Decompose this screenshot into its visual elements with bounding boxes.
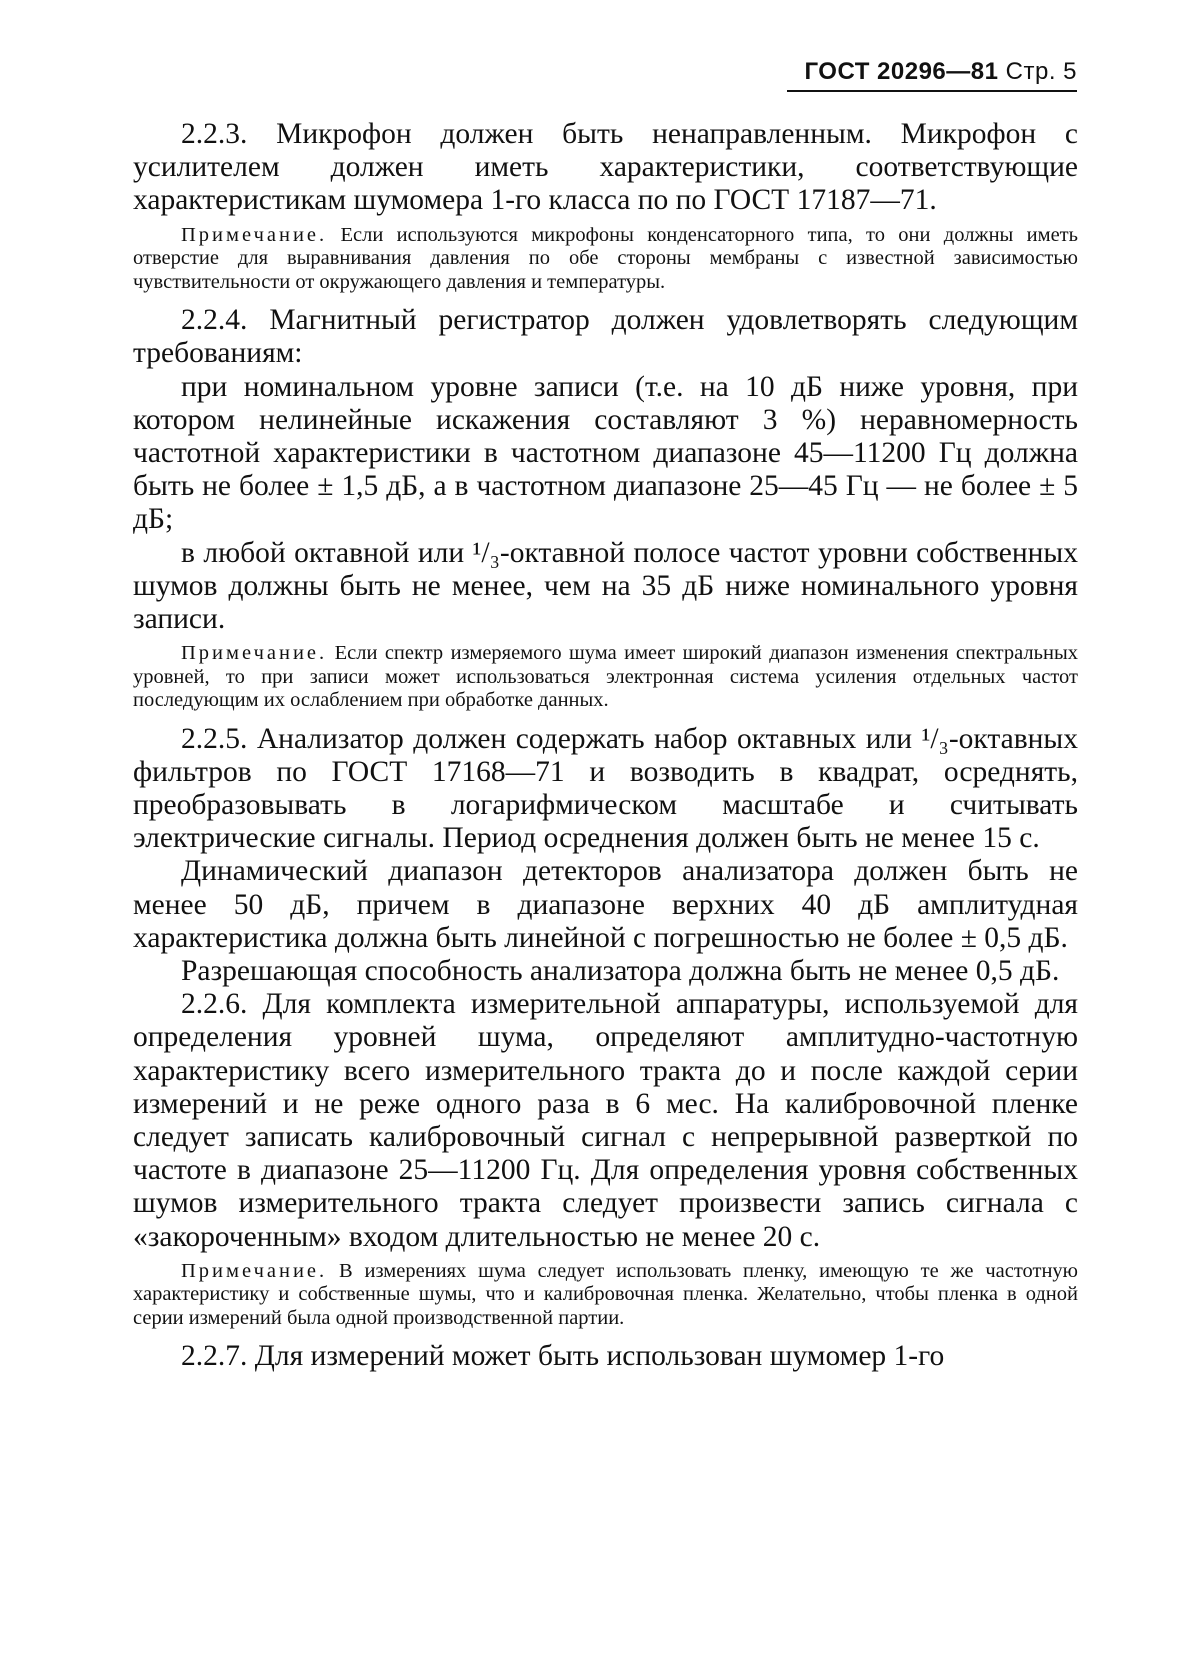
clause-2-2-6: 2.2.6. Для комплекта измерительной аппаратуры, используемой для определения уровней шума, определяют амплитудно-частотную характеристику всего измерительного тракта до и после каждой серии измерений и не реже одного раза в 6 мес. На калибровочной пленке следует записать калибровочный сигнал с непрерывной разверткой по частоте в диапазоне 25—11200 Гц. Для определения уровня собственных шумов измерительного тракта следует произвести запись сигнала с «закороченным» входом длительностью не менее 20 с.: [133, 988, 1078, 1253]
note-2-lead: Примечание.: [181, 642, 328, 665]
standard-number: ГОСТ 20296—81: [804, 58, 999, 85]
note-1-lead: Примечание.: [181, 223, 328, 246]
clause-2-2-4-item-2: в любой октавной или ¹/₃-октавной полосе частот уровни собственных шумов должны быть не менее, чем на 35 дБ ниже номинального уровня записи.: [133, 536, 1078, 635]
page-number: Стр. 5: [1005, 58, 1077, 85]
note-3-lead: Примечание.: [181, 1259, 328, 1282]
note-1: [133, 224, 1078, 295]
clause-2-2-7: 2.2.7. Для измерений может быть использован шумомер 1-го: [181, 1340, 945, 1373]
page-header: [787, 58, 1077, 92]
clause-2-2-3: 2.2.3. Микрофон должен быть ненаправленным. Микрофон с усилителем должен иметь характеристики, соответствующие характеристикам шумомера 1-го класса по по ГОСТ 17187—71.: [133, 118, 1078, 217]
clause-2-2-4-item-1: при номинальном уровне записи (т.е. на 10 дБ ниже уровня, при котором нелинейные искажения составляют 3 %) неравномерность частотной характеристики в частотном диапазоне 45—11200 Гц должна быть не более ± 1,5 дБ, а в частотном диапазоне 25—45 Гц — не более ± 5 дБ;: [133, 370, 1078, 536]
note-3-text: В измерениях шума следует использовать пленку, имеющую те же частотную характеристику и собственные шумы, что и калибровочная пленка. Желательно, чтобы пленка в одной серии измерений была одной производственной партии.: [133, 1259, 1078, 1329]
note-2: [133, 642, 1078, 713]
note-3: [133, 1260, 1078, 1331]
note-2-text: Если спектр измеряемого шума имеет широкий диапазон изменения спектральных уровней, то при записи может использоваться электронная система усиления отдельных частот последующим их ослаблением при обработке данных.: [133, 642, 1078, 712]
clause-2-2-5-resolution: Разрешающая способность анализатора должна быть не менее 0,5 дБ.: [181, 955, 1060, 988]
clause-2-2-4: 2.2.4. Магнитный регистратор должен удовлетворять следующим требованиям:: [133, 304, 1078, 370]
document-body: [133, 118, 1078, 1374]
note-1-text: Если используются микрофоны конденсаторного типа, то они должны иметь отверстие для выравнивания давления по обе стороны мембраны с известной зависимостью чувствительности от окружающего давления и температуры.: [133, 223, 1078, 293]
clause-2-2-5: 2.2.5. Анализатор должен содержать набор октавных или ¹/₃-октавных фильтров по ГОСТ 17168—71 и возводить в квадрат, осреднять, преобразовывать в логарифмическом масштабе и считывать электрические сигналы. Период осреднения должен быть не менее 15 с.: [133, 722, 1078, 855]
clause-2-2-5-dynamic-range: Динамический диапазон детекторов анализатора должен быть не менее 50 дБ, причем в диапазоне верхних 40 дБ амплитудная характеристика должна быть линейной с погрешностью не более ± 0,5 дБ.: [133, 855, 1078, 954]
